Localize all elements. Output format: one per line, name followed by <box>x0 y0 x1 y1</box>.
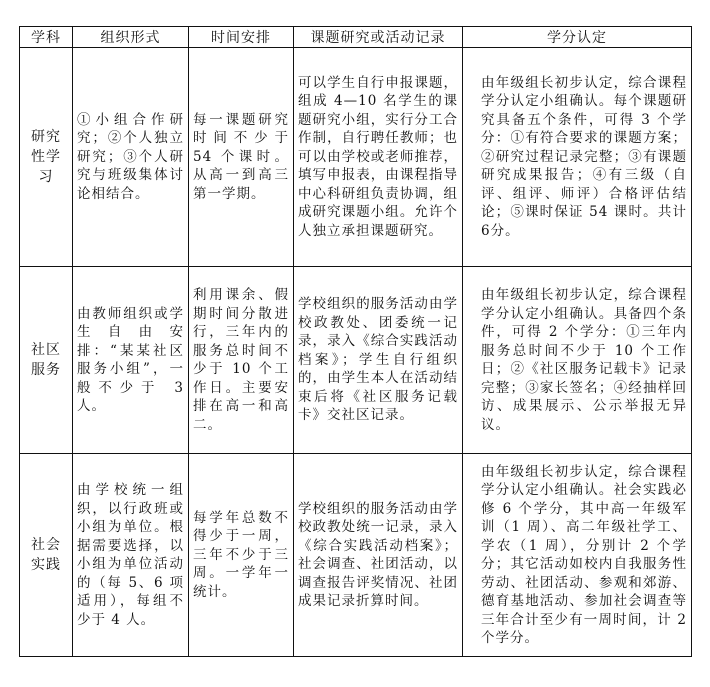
schedule-cell: 每学年总数不得少于一周，三年不少于三周。一学年一统计。 <box>189 454 294 657</box>
header-record: 课题研究或活动记录 <box>294 27 463 48</box>
subject-cell: 研究性学习 <box>20 48 73 267</box>
credit-cell: 由年级组长初步认定，综合课程学分认定小组确认。每个课题研究具备五个条件，可得 3 个学分：①有符合要求的课题方案；②研究过程记录完整；③有课题研究成果报告；④有三级（自评、组评、师评）合格评估结论；⑤课时保证 54 课时。共计 6分。 <box>463 48 692 267</box>
subject-cell: 社会实践 <box>20 454 73 657</box>
header-credit: 学分认定 <box>463 27 692 48</box>
credit-cell: 由年级组长初步认定，综合课程学分认定小组确认。具备四个条件，可得 2 个学分：①三年内服务总时间不少于 10 个工作日；②《社区服务记载卡》记录完整；③家长签名；④经抽样回访、成果展示、公示举报无异议。 <box>463 267 692 454</box>
header-subject: 学科 <box>20 27 73 48</box>
table-header-row <box>20 27 692 48</box>
header-schedule: 时间安排 <box>189 27 294 48</box>
schedule-cell: 利用课余、假期时间分散进行，三年内的服务总时间不少于 10 个工作日。主要安排在高一和高二。 <box>189 267 294 454</box>
credit-table <box>19 26 692 657</box>
organization-cell: 由教师组织或学生自由安排：“某某社区服务小组”，一般不少于 3 人。 <box>73 267 189 454</box>
organization-cell: 由学校统一组织，以行政班或小组为单位。根据需要选择，以小组为单位活动的（每 5、6 项适用），每组不少于 4 人。 <box>73 454 189 657</box>
subject-cell: 社区服务 <box>20 267 73 454</box>
record-cell: 学校组织的服务活动由学校政教处统一记录，录入《综合实践活动档案》；社会调查、社团活动，以调查报告评奖情况、社团成果记录折算时间。 <box>294 454 463 657</box>
organization-cell: ①小组合作研究；②个人独立研究；③个人研究与班级集体讨论相结合。 <box>73 48 189 267</box>
schedule-cell: 每一课题研究时间不少于 54 个课时。从高一到高三第一学期。 <box>189 48 294 267</box>
record-cell: 可以学生自行申报课题，组成 4—10 名学生的课题研究小组，实行分工合作制，自行聘任教师；也可以由学校或老师推荐，填写申报表，由课程指导中心科研组负责协调，组成研究课题小组。允许个人独立承担课题研究。 <box>294 48 463 267</box>
credit-cell: 由年级组长初步认定，综合课程学分认定小组确认。社会实践必修 6 个学分，其中高一年级军训（1 周）、高二年级社学工、学农（1 周），分别计 2 个学分；其它活动如校内自我服务性劳动、社团活动、参观和郊游、德育基地活动、参加社会调查等三年合计至少有一周时间，计 2 个学分。 <box>463 454 692 657</box>
record-cell: 学校组织的服务活动由学校政教处、团委统一记录，录入《综合实践活动档案》；学生自行组织的，由学生本人在活动结束后将《社区服务记载卡》交社区记录。 <box>294 267 463 454</box>
table-row <box>20 48 692 267</box>
table-row <box>20 454 692 657</box>
table-row <box>20 267 692 454</box>
header-organization: 组织形式 <box>73 27 189 48</box>
